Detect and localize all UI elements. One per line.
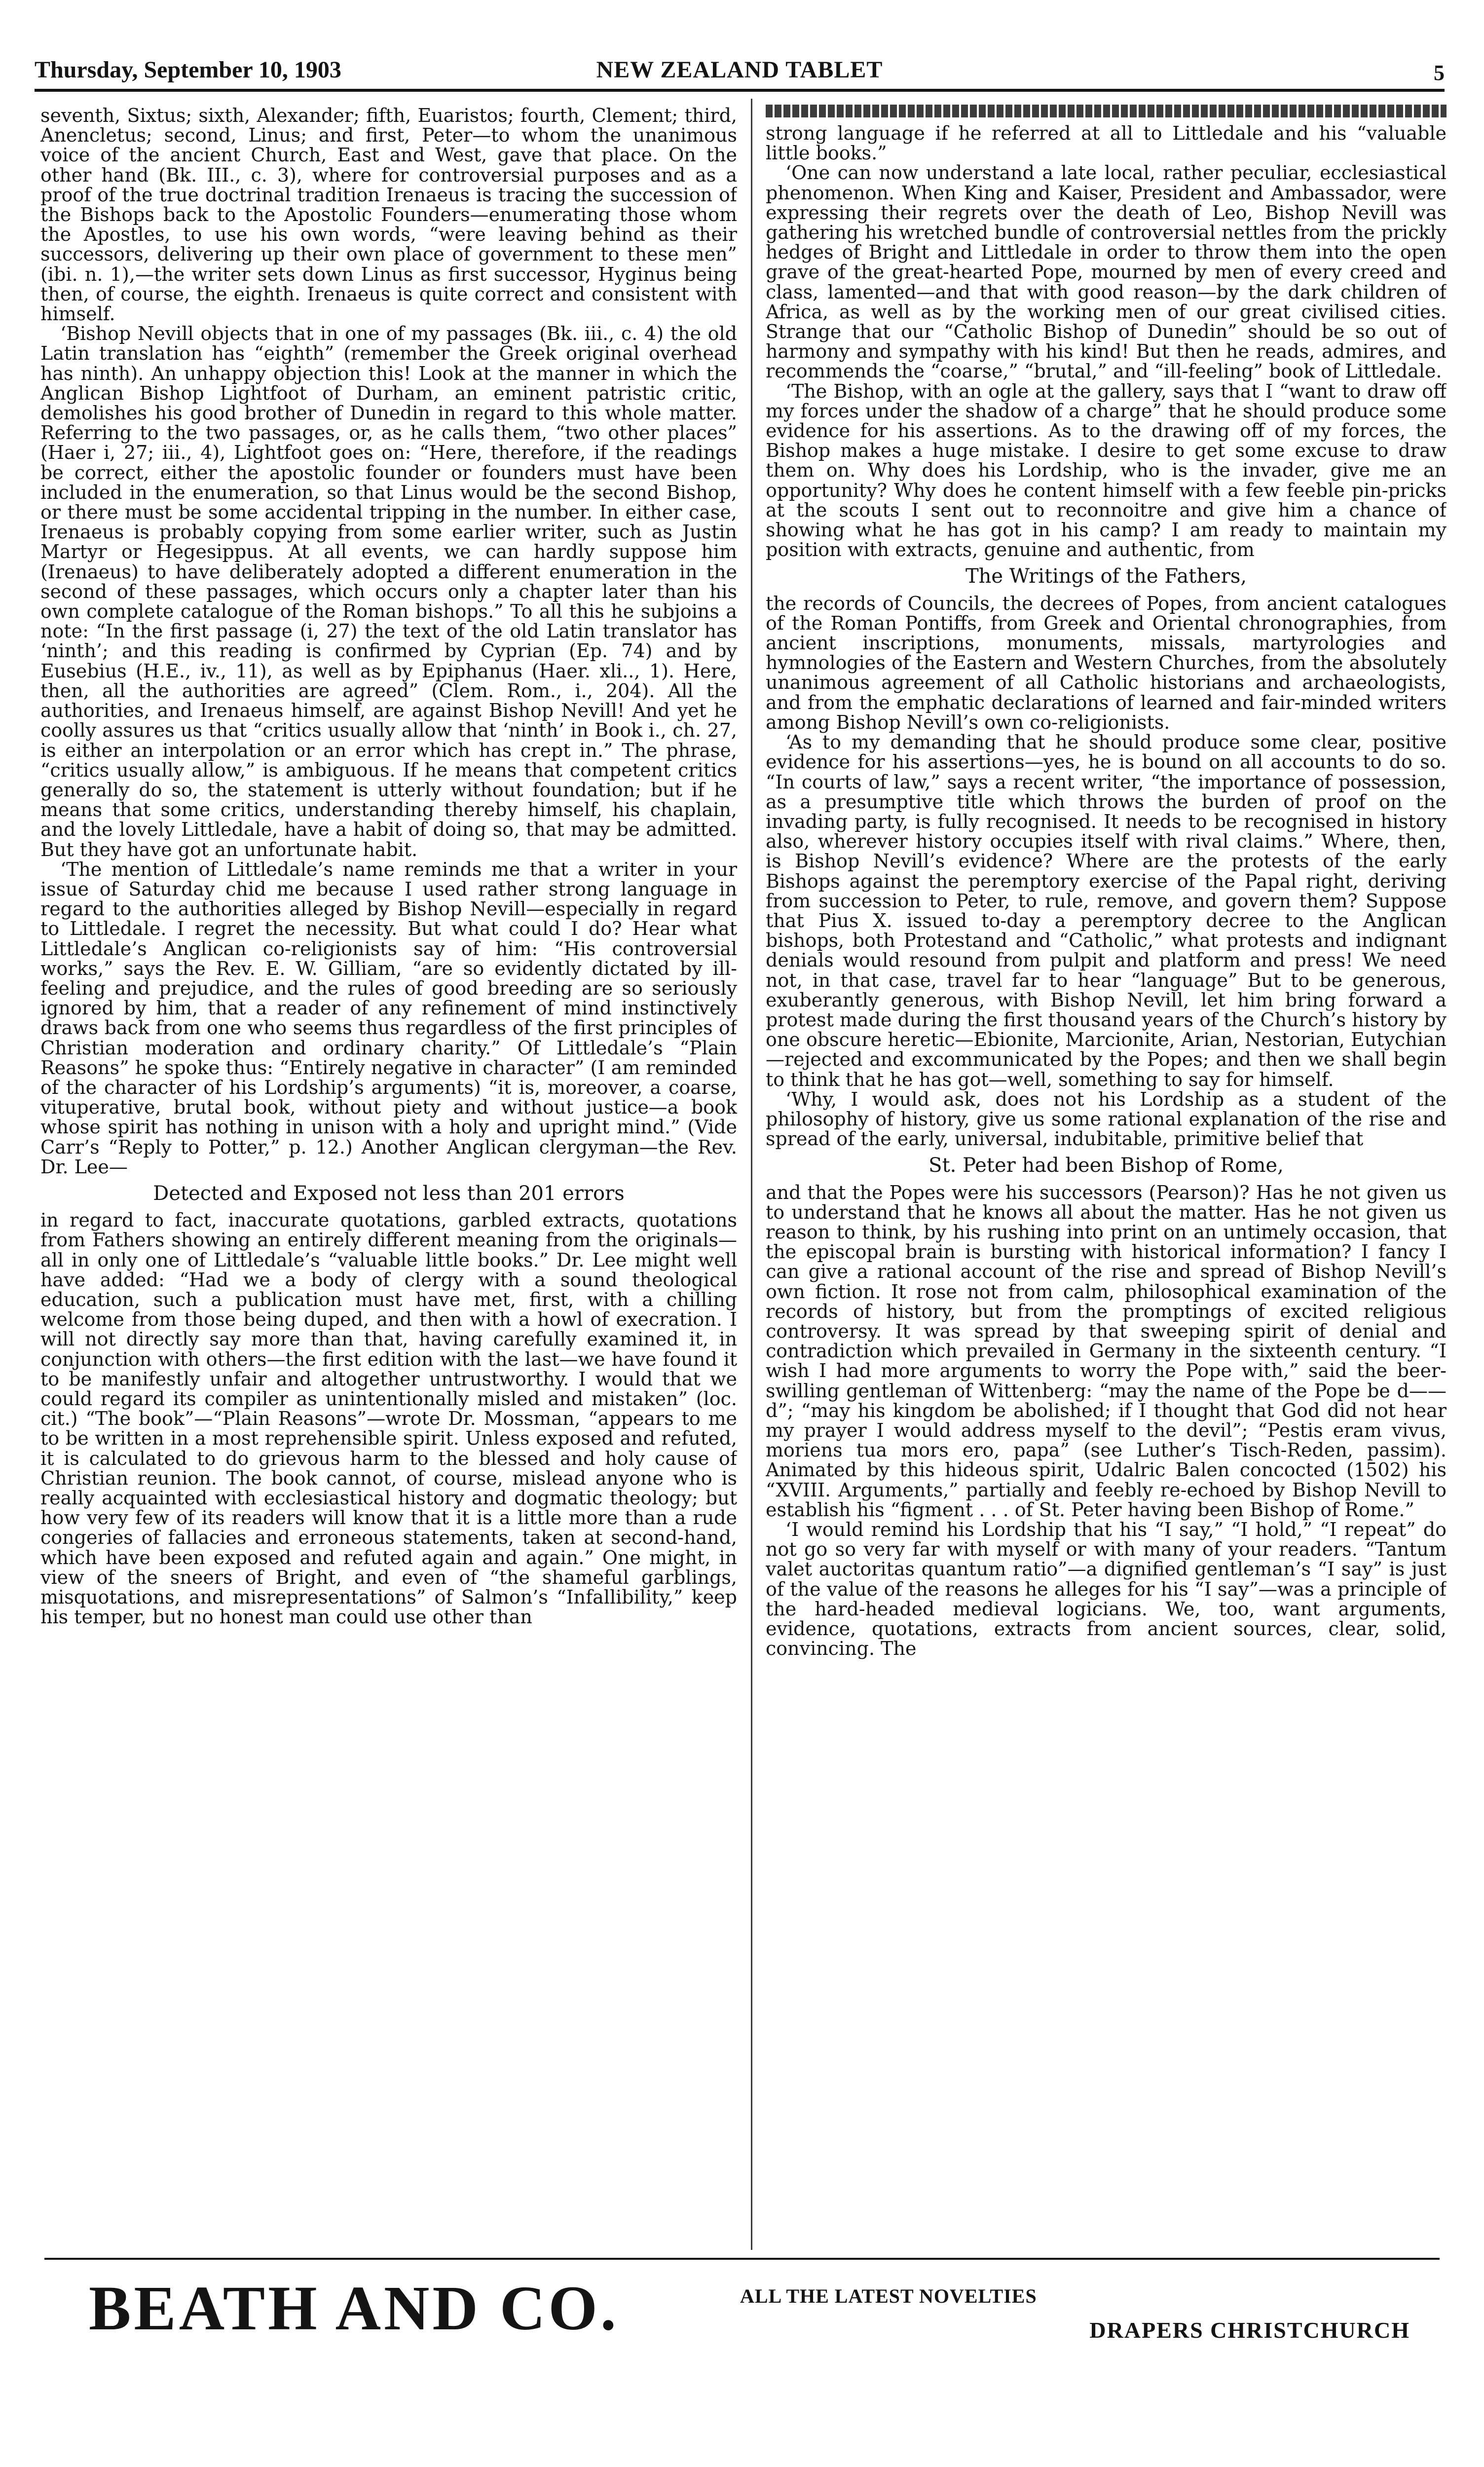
right-paragraph-4: the records of Councils, the decrees of Popes, from ancient catalogues of the Roman Pontiffs, from Greek and Oriental chronographies, from ancient inscriptions, monuments, missals, martyrologies and hymnologies of the Eastern and Western Churches, from the absolutely unanimous agreement of all Catholic historians and archaeologists, and from the emphatic declarations of learned and fair-minded writers among Bishop Nevill’s own co-religionists.: [766, 592, 1447, 733]
left-paragraph-4: in regard to fact, inaccurate quotations, garbled extracts, quotations from Fathers showing an entirely different meaning from the originals—all in only one of Littledale’s “valuable little books.” Dr. Lee might well have added: “Had we a body of clergy with a sound theological education, such a publication must have met, first, with a chilling welcome from those being duped, and then with a howl of execration. I will not directly say more than that, having carefully examined it, in conjunction with others—the first edition with the last—we have found it to be manifestly unfair and altogether untrustworthy. I would that we could regard its compiler as unintentionally misled and mistaken” (loc. cit.) “The book”—“Plain Reasons”—wrote Dr. Mossman, “appears to me to be written in a most reprehensible spirit. Unless exposed and refuted, it is calculated to do grievous harm to the blessed and holy cause of Christian reunion. The book cannot, of course, mislead anyone who is really acquainted with ecclesiastical history and dogmatic theology; but how very few of its readers will know that it is a little more than a rude congeries of fallacies and erroneous statements, taken at second-hand, which have been exposed and refuted again and again.” One might, in view of the sneers of Bright, and even of “the shameful garblings, misquotations, and misrepresentations” of Salmon’s “Infallibility,” keep his temper, but no honest man could use other than: [40, 1209, 737, 1628]
right-paragraph-7: and that the Popes were his successors (Pearson)? Has he not given us to understand that he knows all about the matter. Has he not given us reason to think, by his rushing into print on an untimely occasion, that the episcopal brain is bursting with historical information? I fancy I can give a rational account of the rise and spread of Bishop Nevill’s own fiction. It rose not from calm, philosophical examination of the records of history, but from the promptings of excited religious controversy. It was spread by that sweeping spirit of denial and contradiction which prevailed in Germany in the sixteenth century. “I wish I had more arguments to worry the Pope with,” said the beer-swilling gentleman of Wittenberg: “may the name of the Pope be d——d”; “may his kingdom be abolished; if I thought that God did not hear my prayer I would address myself to the devil”; “Pestis eram vivus, moriens tua mors ero, papa” (see Luther’s Tisch-Reden, passim). Animated by this hideous spirit, Udalric Balen concocted (1502) his “XVIII. Arguments,” partially and feebly re-echoed by Bishop Nevill to establish his “figment . . . of St. Peter having been Bishop of Rome.”: [766, 1181, 1447, 1521]
right-column-spacer: [766, 106, 1447, 123]
left-subhead: Detected and Exposed not less than 201 errors: [153, 1182, 625, 1205]
footer-advertisement: [89, 2270, 1425, 2368]
right-paragraph-8: ‘I would remind his Lordship that his “I say,” “I hold,” “I repeat” do not go so very far with myself or with many of your readers. “Tantum valet auctoritas quantum ratio”—a dignified gentleman’s “I say” is just of the value of the reasons he alleges for his “I say”—was a principle of the hard-headed medieval logicians. We, too, want arguments, evidence, quotations, extracts from ancient sources, clear, solid, convincing. The: [766, 1519, 1447, 1660]
right-paragraph-5: ‘As to my demanding that he should produce some clear, positive evidence for his assertions—yes, he is bound on all accounts to do so. “In courts of law,” says a recent writer, “the importance of possession, as a presumptive title which throws the burden of proof on the invading party, is fully recognised. It needs to be recognised in history also, wherever history occupies itself with rival claims.” Where, then, is Bishop Nevill’s evidence? Where are the protests of the early Bishops against the peremptory exercise of the Papal right, deriving from succession to Peter, to rule, remove, and govern them? Suppose that Pius X. issued to-day a peremptory decree to the Anglican bishops, both Protestand and “Catholic,” what protests and indignant denials would resound from pulpit and platform and press! We need not, in that case, travel far to hear “language” But to be generous, exuberantly generous, with Bishop Nevill, let him bring forward a protest made during the first thousand years of the Church’s history by one obscure heretic—Ebionite, Marcionite, Arian, Nestorian, Eutychian—rejected and excommunicated by the Popes; and then we shall begin to think that he has got—well, something to say for himself.: [766, 731, 1447, 1090]
issue-date: Thursday, September 10, 1903: [35, 57, 341, 83]
advertisement-tagline: ALL THE LATEST NOVELTIES: [740, 2285, 1037, 2307]
left-paragraph-1: seventh, Sixtus; sixth, Alexander; fifth, Euaristos; fourth, Clement; third, Anencletus; second, Linus; and first, Peter—to whom the unanimous voice of the ancient Church, East and West, gave that place. On the other hand (Bk. III., c. 3), where for controversial purposes and as a proof of the true doctrinal tradition Irenaeus is tracing the succession of the Bishops back to the Apostolic Founders—enumerating those whom the Apostles, to use his own words, “were leaving behind as their successors, delivering up their own place of government to these men” (ibi. n. 1),—the writer sets down Linus as first successor, Hyginus being then, of course, the eighth. Irenaeus is quite correct and consistent with himself.: [40, 106, 737, 325]
publication-title: NEW ZEALAND TABLET: [596, 57, 883, 83]
left-paragraph-3: ‘The mention of Littledale’s name reminds me that a writer in your issue of Saturday chid me because I used rather strong language in regard to the authorities alleged by Bishop Nevill—especially in regard to Littledale. I regret the necessity. But what could I do? Hear what Littledale’s Anglican co-religionists say of him: “His controversial works,” says the Rev. E. W. Gilliam, “are so evidently dictated by ill-feeling and prejudice, and the rules of good breeding are so seriously ignored by him, that a reader of any refinement of mind instinctively draws back from one who seems thus regardless of the first principles of Christian moderation and ordinary charity.” Of Littledale’s “Plain Reasons” he spoke thus: “Entirely negative in character” (I am reminded of the character of his Lordship’s arguments) “it is, moreover, a coarse, vituperative, brutal book, without piety and without justice—a book whose spirit has nothing in unison with a holy and upright mind.” (Vide Carr’s “Reply to Potter,” p. 12.) Another Anglican clergyman—the Rev. Dr. Lee—: [40, 858, 737, 1178]
advertiser-name: BEATH AND CO.: [89, 2273, 619, 2343]
right-paragraph-6: ‘Why, I would ask, does not his Lordship as a student of the philosophy of history, give us some rational explanation of the rise and spread of the early, universal, indubitable, primitive belief that: [766, 1088, 1447, 1150]
left-column: [40, 106, 737, 2242]
column-divider: [751, 99, 752, 2250]
running-header: [35, 54, 1445, 86]
left-paragraph-2: ‘Bishop Nevill objects that in one of my passages (Bk. iii., c. 4) the old Latin translation has “eighth” (remember the Greek original overhead has ninth). An unhappy objection this! Look at the manner in which the Anglican Bishop Lightfoot of Durham, an eminent patristic critic, demolishes his good brother of Dunedin in regard to this whole matter. Referring to the two passages, or, as he calls them, “two other places” (Haer i, 27; iii., 4), Lightfoot goes on: “Here, therefore, if the readings be correct, either the apostolic founder or founders must have been included in the enumeration, so that Linus would be the second Bishop, or there must be some accidental tripping in the number. In either case, Irenaeus is probably copying from some earlier writer, such as Justin Martyr or Hegesippus. At all events, we can hardly suppose him (Irenaeus) to have deliberately adopted a different enumeration in the second of these passages, which occurs only a chapter later than his own complete catalogue of the Roman bishops.” To all this he subjoins a note: “In the first passage (i, 27) the text of the old Latin translator has ‘ninth’; and this reading is confirmed by Cyprian (Ep. 74) and by Eusebius (H.E., iv., 11), as well as by Epiphanus (Haer. xli.., 1). Here, then, all the authorities are agreed” (Clem. Rom., i., 204). All the authorities, and Irenaeus himself, are against Bishop Nevill! And yet he coolly assures us that “critics usually allow that ‘ninth’ in Book i., ch. 27, is either an interpolation or an error which has crept in.” The phrase, “critics usually allow,” is ambiguous. If he means that competent critics generally do so, the statement is utterly without foundation; but if he means that some critics, understanding thereby himself, his chaplain, and the lovely Littledale, have a habit of doing so, that may be admitted. But they have got an unfortunate habit.: [40, 323, 737, 860]
footer-rule: [44, 2258, 1440, 2260]
advertiser-location: DRAPERS CHRISTCHURCH: [1089, 2317, 1410, 2343]
right-paragraph-1: strong language if he referred at all to Littledale and his “valuable little books.”: [766, 122, 1447, 164]
right-paragraph-3: ‘The Bishop, with an ogle at the gallery, says that I “want to draw off my forces under the shadow of a charge” that he should produce some evidence for his assertions. As to the drawing off of my forces, the Bishop makes a huge mistake. I desire to get some excuse to draw them on. Why does his Lordship, who is the invader, give me an opportunity? Why does he content himself with a few feeble pin-pricks at the scouts I sent out to reconnoitre and give him a chance of showing what he has got in his camp? I am ready to maintain my position with extracts, genuine and authentic, from: [766, 380, 1447, 561]
right-column: [766, 106, 1447, 2242]
right-subhead-2: St. Peter had been Bishop of Rome,: [928, 1154, 1284, 1177]
right-paragraph-2: ‘One can now understand a late local, rather peculiar, ecclesiastical phenomenon. When King and Kaiser, President and Ambassador, were expressing their regrets over the death of Leo, Bishop Nevill was gathering his wretched bundle of controversial nettles from the prickly hedges of Bright and Littledale in order to throw them into the open grave of the great-hearted Pope, mourned by men of every creed and class, lamented—and that with good reason—by the dark children of Africa, as well as by the working men of our great civilised cities. Strange that our “Catholic Bishop of Dunedin” should be so out of harmony and sympathy with his kind! But then he reads, admires, and recommends the “coarse,” “brutal,” and “ill-feeling” book of Littledale.: [766, 162, 1447, 382]
right-subhead-1: The Writings of the Fathers,: [965, 565, 1247, 588]
page-number: 5: [1434, 61, 1445, 85]
header-rule: [35, 89, 1445, 92]
